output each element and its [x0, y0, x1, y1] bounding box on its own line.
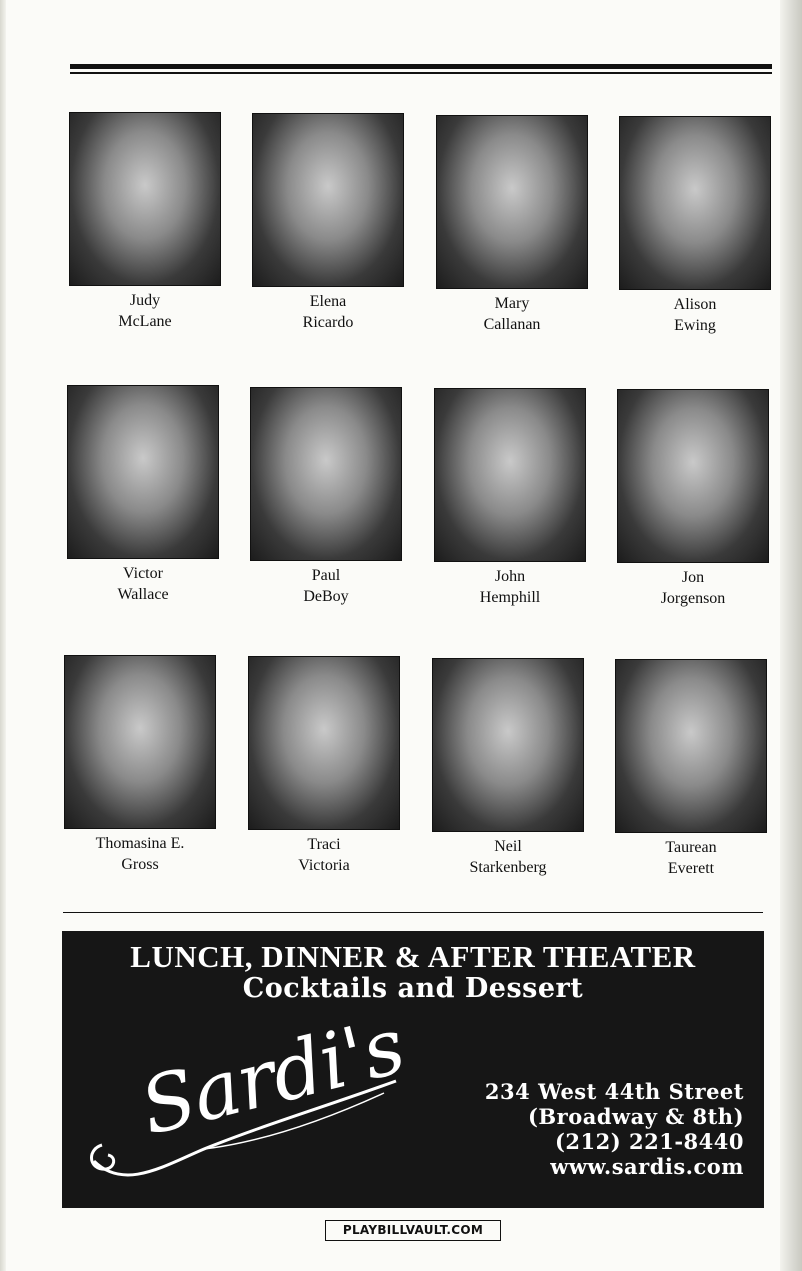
headshot-photo	[617, 389, 769, 563]
headshot-neil-starkenberg	[432, 658, 584, 878]
headshot-judy-mclane	[69, 112, 221, 332]
cast-last-name: Starkenberg	[469, 859, 547, 876]
ad-headline: LUNCH, DINNER & AFTER THEATER	[130, 939, 696, 974]
cast-name	[615, 837, 767, 879]
cast-first-name: Paul	[311, 567, 341, 584]
cast-last-name: Jorgenson	[660, 590, 726, 607]
headshot-photo	[434, 388, 586, 562]
cast-name	[436, 293, 588, 335]
headshot-mary-callanan	[436, 115, 588, 335]
cast-name	[617, 567, 769, 609]
ad-street: 234 West 44th Street	[484, 1079, 744, 1104]
cast-first-name: Thomasina E.	[95, 835, 185, 852]
cast-name	[432, 836, 584, 878]
cast-name	[248, 834, 400, 876]
headshot-photo	[615, 659, 767, 833]
sardis-logo-text: Sardi's	[132, 1001, 413, 1153]
headshot-photo	[252, 113, 404, 287]
cast-name	[434, 566, 586, 608]
cast-name	[250, 565, 402, 607]
headshot-jon-jorgenson	[617, 389, 769, 609]
cast-first-name: John	[494, 568, 526, 585]
headshot-photo	[248, 656, 400, 830]
cast-last-name: Gross	[121, 856, 159, 873]
ad-address-block	[485, 1079, 744, 1179]
ad-phone: (212) 221-8440	[554, 1129, 744, 1154]
cast-last-name: Callanan	[483, 316, 541, 333]
sardis-advertisement	[62, 931, 764, 1208]
cast-first-name: Alison	[673, 296, 717, 313]
cast-name	[252, 291, 404, 333]
headshot-john-hemphill	[434, 388, 586, 608]
cast-first-name: Mary	[494, 295, 530, 312]
cast-name	[67, 563, 219, 605]
cast-first-name: Taurean	[665, 839, 717, 856]
headshot-photo	[67, 385, 219, 559]
cast-last-name: Ricardo	[302, 314, 354, 331]
cast-name	[619, 294, 771, 336]
headshot-photo	[619, 116, 771, 290]
headshot-paul-deboy	[250, 387, 402, 607]
cast-first-name: Jon	[681, 569, 705, 586]
top-rule-thick	[70, 64, 772, 69]
playbillvault-tag: PLAYBILLVAULT.COM	[325, 1220, 501, 1241]
cast-first-name: Elena	[309, 293, 347, 310]
headshot-taurean-everett	[615, 659, 767, 879]
cast-name	[69, 290, 221, 332]
section-divider	[63, 912, 763, 913]
headshot-photo	[432, 658, 584, 832]
headshot-elena-ricardo	[252, 113, 404, 333]
cast-last-name: Ewing	[674, 317, 716, 334]
page-edge-right	[780, 0, 802, 1271]
cast-first-name: Judy	[129, 292, 161, 309]
headshot-traci-victoria	[248, 656, 400, 876]
ad-subheadline: Cocktails and Dessert	[242, 973, 584, 1004]
cast-first-name: Traci	[307, 836, 341, 853]
cast-last-name: Hemphill	[479, 589, 541, 606]
headshot-alison-ewing	[619, 116, 771, 336]
ad-website: www.sardis.com	[550, 1154, 744, 1179]
cast-name	[64, 833, 216, 875]
cast-last-name: Everett	[667, 860, 715, 877]
ad-cross-streets: (Broadway & 8th)	[527, 1104, 744, 1129]
cast-last-name: Victoria	[298, 857, 350, 874]
cast-last-name: McLane	[118, 313, 172, 330]
headshot-thomasina-gross	[64, 655, 216, 875]
top-rule-thin	[70, 72, 772, 74]
cast-last-name: Wallace	[117, 586, 169, 603]
headshot-victor-wallace	[67, 385, 219, 605]
cast-first-name: Neil	[494, 838, 522, 855]
cast-first-name: Victor	[123, 565, 163, 582]
page-edge-left	[0, 0, 6, 1271]
headshot-photo	[250, 387, 402, 561]
sardis-logo	[84, 1001, 413, 1191]
headshot-photo	[64, 655, 216, 829]
headshot-photo	[69, 112, 221, 286]
cast-last-name: DeBoy	[303, 588, 349, 605]
headshot-photo	[436, 115, 588, 289]
